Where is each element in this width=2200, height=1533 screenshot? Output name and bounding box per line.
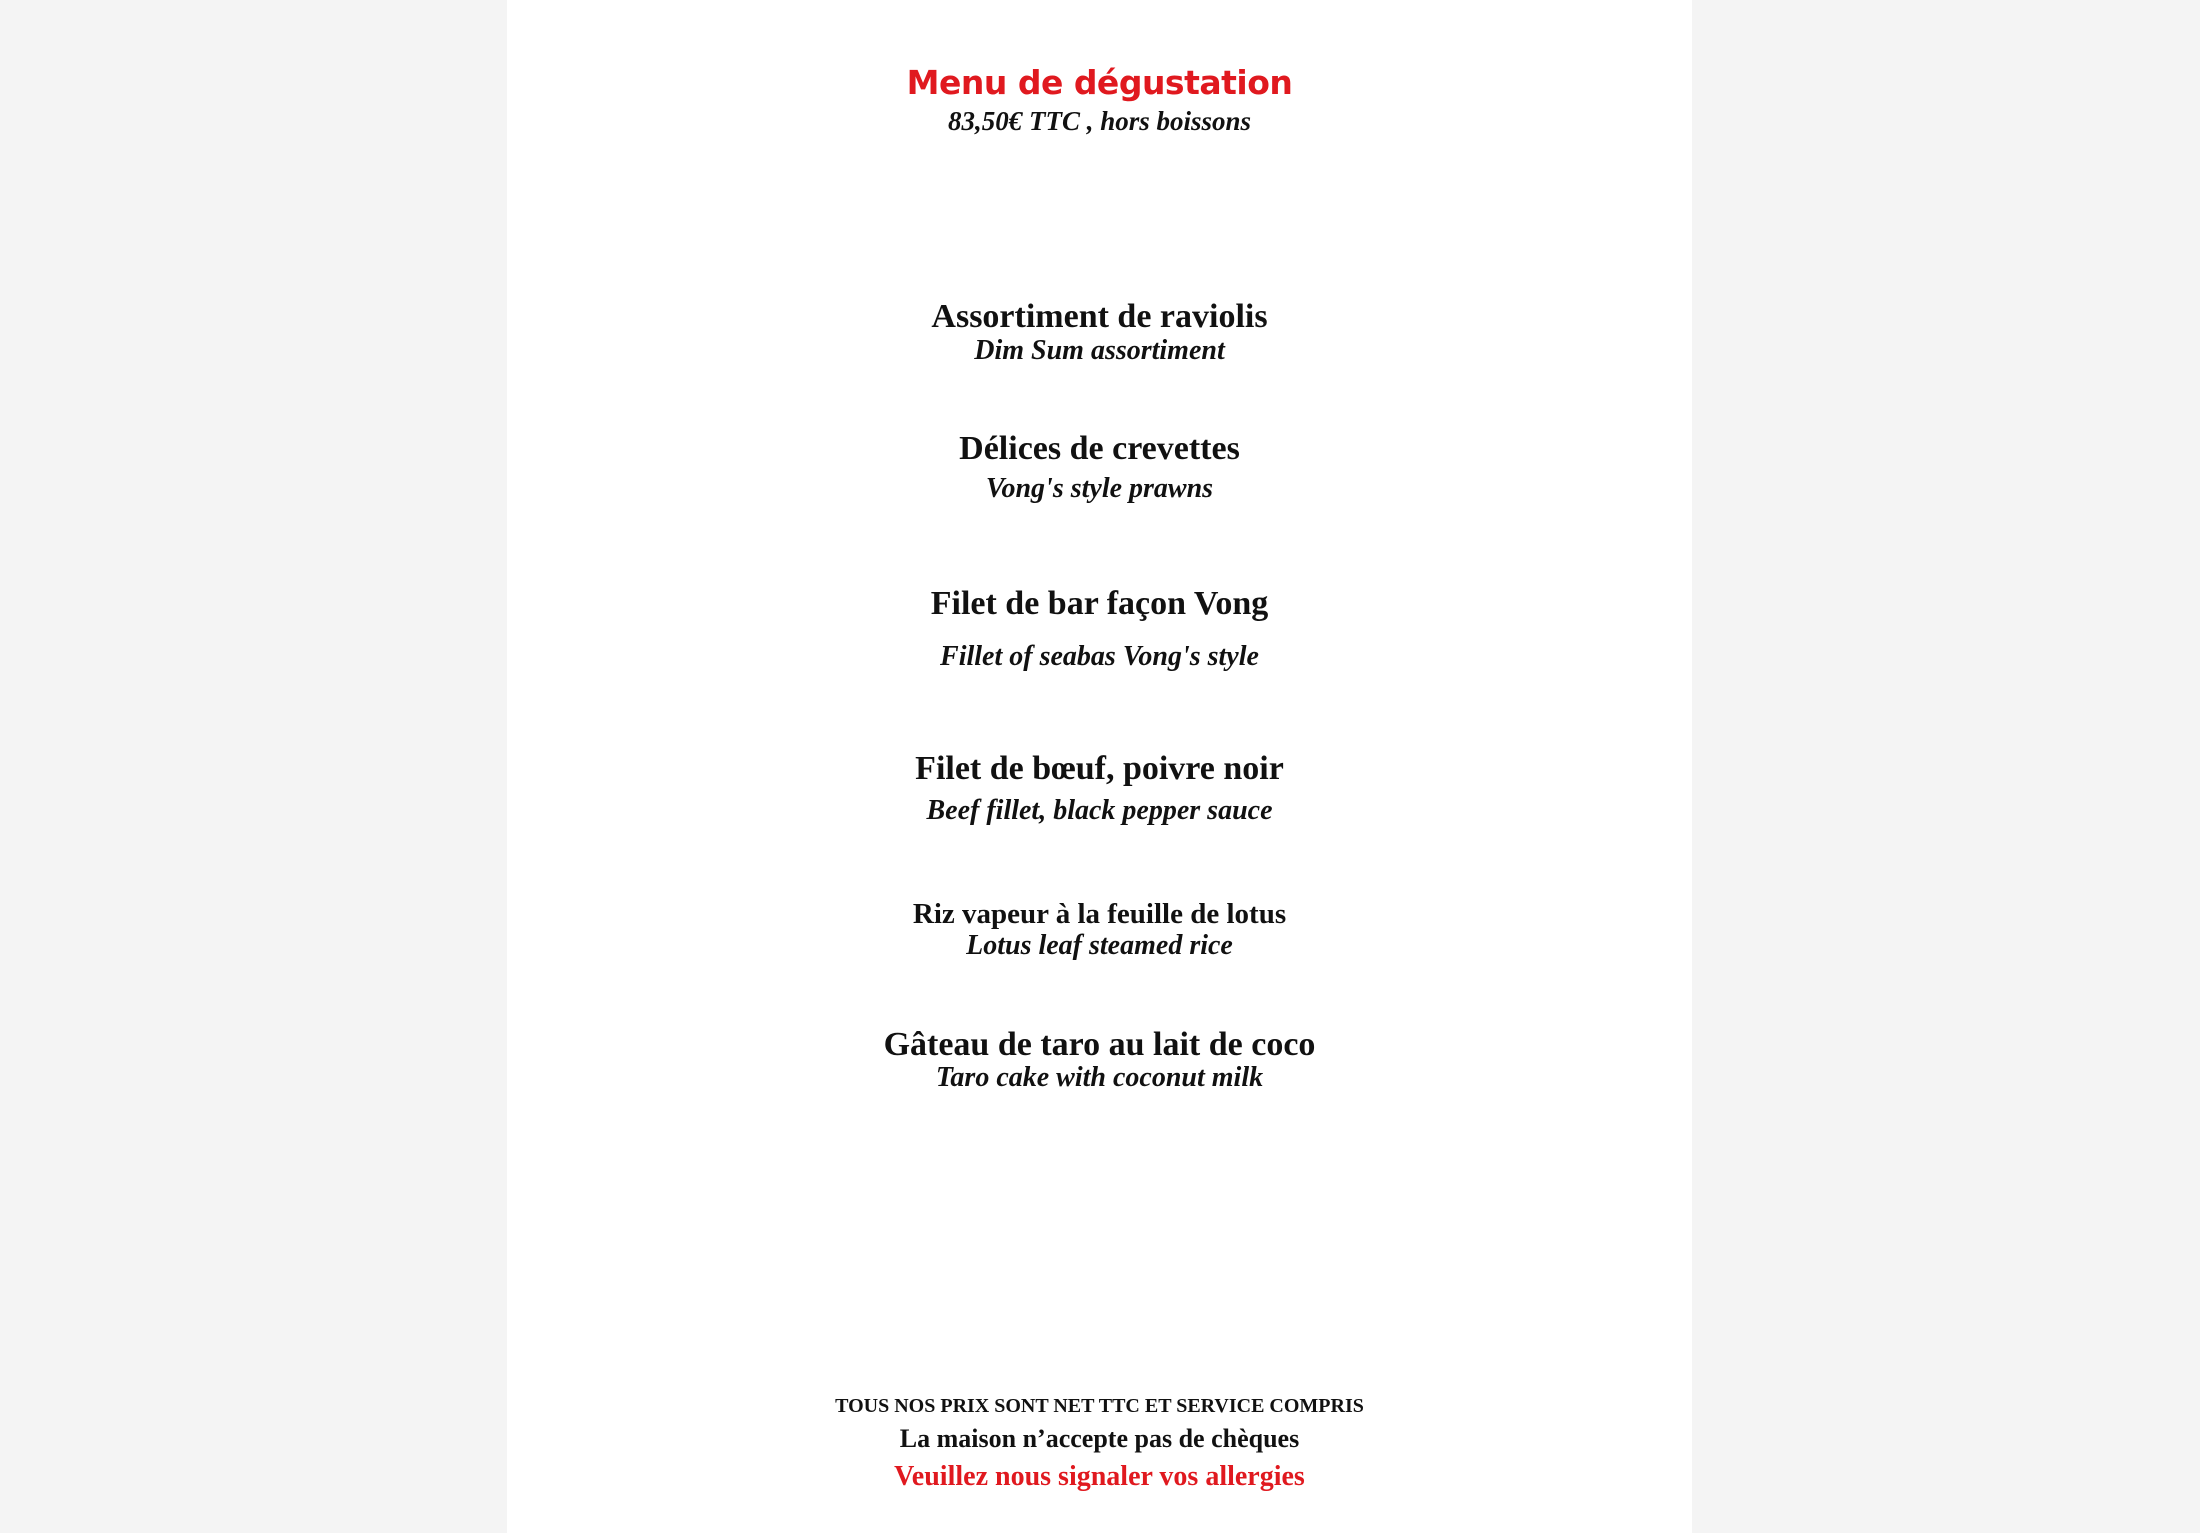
prices-note: TOUS NOS PRIX SONT NET TTC ET SERVICE COMPRIS [835, 1395, 1364, 1417]
menu-price: 83,50€ TTC , hors boissons [947, 106, 1252, 136]
course-6-name: Gâteau de taro au lait de coco [883, 1026, 1316, 1063]
course-2-name: Délices de crevettes [959, 430, 1240, 467]
course-5-translation: Lotus leaf steamed rice [966, 930, 1233, 961]
course-4-translation: Beef fillet, black pepper sauce [926, 795, 1273, 826]
allergy-note: Veuillez nous signaler vos allergies [894, 1461, 1305, 1492]
course-4-name: Filet de bœuf, poivre noir [915, 750, 1284, 787]
menu-page [507, 0, 1692, 1533]
menu-title: Menu de dégustation [906, 63, 1293, 102]
course-1-name: Assortiment de raviolis [931, 298, 1268, 335]
course-3-translation: Fillet of seabas Vong's style [940, 641, 1259, 672]
course-5-name: Riz vapeur à la feuille de lotus [912, 898, 1287, 930]
course-3-name: Filet de bar façon Vong [930, 585, 1269, 622]
course-2-translation: Vong's style prawns [985, 473, 1214, 504]
course-6-translation: Taro cake with coconut milk [935, 1062, 1264, 1093]
course-1-translation: Dim Sum assortiment [974, 335, 1225, 366]
cheques-note: La maison n’accepte pas de chèques [899, 1424, 1300, 1453]
